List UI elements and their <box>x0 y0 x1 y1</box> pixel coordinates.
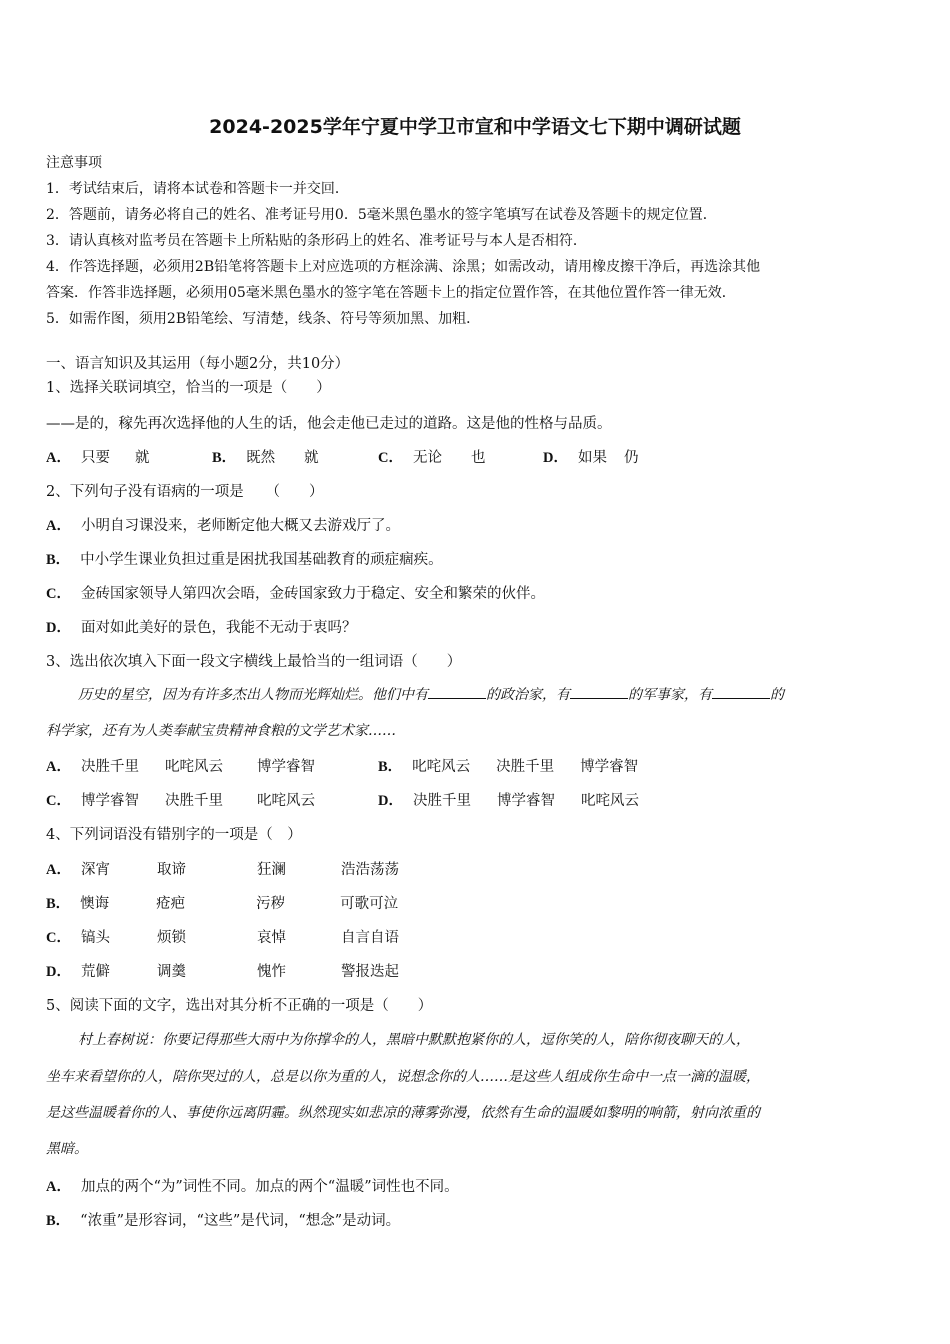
option-text: 小明自习课没来，老师断定他大概又去游戏厅了。 <box>80 518 400 534</box>
option-word: 决胜千里 <box>164 793 223 809</box>
option-word: 既然 <box>246 450 276 466</box>
option-label: A． <box>46 759 71 775</box>
notes-item: 5．如需作图，须用2B铅笔绘、写清楚，线条、符号等须加黑、加粗． <box>46 311 481 327</box>
fill-blank[interactable] <box>712 686 770 699</box>
option-word: 烦锁 <box>156 930 186 946</box>
notes-item: 答案．作答非选择题，必须用05毫米黑色墨水的签字笔在答题卡上的指定位置作答，在其他位置作答一律无效． <box>46 285 736 301</box>
fill-blank[interactable] <box>428 686 486 699</box>
question-5-passage-line: 黑暗。 <box>46 1141 88 1157</box>
notes-heading: 注意事项 <box>46 155 102 171</box>
option-word: 哀悼 <box>256 930 286 946</box>
option-label: B． <box>212 450 237 466</box>
option-word: 叱咤风云 <box>580 793 639 809</box>
option-word: 狂澜 <box>256 862 286 878</box>
option-label: A． <box>46 1179 71 1195</box>
section-heading: 一、语言知识及其运用（每小题2分，共10分） <box>46 356 350 372</box>
option-label: C． <box>46 930 71 946</box>
option-word: 疮疤 <box>156 896 186 912</box>
option-word: 决胜千里 <box>80 759 139 775</box>
option-word: 懊诲 <box>80 896 110 912</box>
q1-option-d[interactable] <box>543 446 638 467</box>
q4-option-b[interactable] <box>46 892 398 913</box>
option-word: 仍 <box>623 450 639 466</box>
question-5-passage-line: 是这些温暖着你的人、事使你远离阴霾。纵然现实如悲凉的薄雾弥漫，依然有生命的温暖如黎明的响箭，射向浓重的 <box>46 1105 760 1121</box>
question-1-sentence: ——是的，稼先再次选择他的人生的话，他会走他已走过的道路。这是他的性格与品质。 <box>46 416 612 432</box>
q4-option-c[interactable] <box>46 926 399 947</box>
option-word: 就 <box>134 450 150 466</box>
option-label: C． <box>378 450 403 466</box>
option-label: D． <box>46 620 71 636</box>
option-word: 警报迭起 <box>340 964 399 980</box>
option-text: 加点的两个“为”词性不同。加点的两个“温暖”词性也不同。 <box>80 1179 459 1195</box>
option-word: 污秽 <box>256 896 286 912</box>
option-word: 博学睿智 <box>580 759 639 775</box>
question-3-passage-line2: 科学家，还有为人类奉献宝贵精神食粮的文学艺术家…… <box>46 723 396 739</box>
passage-text: 的 <box>770 687 784 703</box>
q2-option-b[interactable] <box>46 548 443 569</box>
option-text: 金砖国家领导人第四次会晤，金砖国家致力于稳定、安全和繁荣的伙伴。 <box>80 586 545 602</box>
option-word: 可歌可泣 <box>340 896 399 912</box>
option-label: C． <box>46 586 71 602</box>
option-word: 就 <box>304 450 319 466</box>
option-word: 浩浩荡荡 <box>340 862 399 878</box>
question-3-passage <box>78 684 900 704</box>
option-label: B． <box>378 759 403 775</box>
question-5-stem: 5、阅读下面的文字，选出对其分析不正确的一项是（ ） <box>46 998 433 1014</box>
option-word: 博学睿智 <box>80 793 139 809</box>
q5-option-b[interactable] <box>46 1209 400 1230</box>
notes-item: 1．考试结束后，请将本试卷和答题卡一并交回． <box>46 181 349 197</box>
q4-option-d[interactable] <box>46 960 399 981</box>
option-word: 深宵 <box>80 862 110 878</box>
passage-text: 历史的星空，因为有许多杰出人物而光辉灿烂。他们中有 <box>78 687 428 703</box>
q1-option-a[interactable] <box>46 446 149 467</box>
passage-text: 的军事家，有 <box>628 687 712 703</box>
option-text: 面对如此美好的景色，我能不无动于衷吗？ <box>80 620 357 636</box>
option-text: 中小学生课业负担过重是困扰我国基础教育的顽症痼疾。 <box>80 552 443 568</box>
q2-option-c[interactable] <box>46 582 545 603</box>
option-label: B． <box>46 1213 71 1229</box>
notes-item: 3．请认真核对监考员在答题卡上所粘贴的条形码上的姓名、准考证号与本人是否相符． <box>46 233 587 249</box>
option-label: D． <box>46 964 71 980</box>
question-5-passage-line: 坐车来看望你的人，陪你哭过的人，总是以你为重的人，说想念你的人……是这些人组成你生命中一点一滴的温暖， <box>46 1069 760 1085</box>
option-word: 叱咤风云 <box>164 759 223 775</box>
q1-option-c[interactable] <box>378 446 485 467</box>
question-1-stem: 1、选择关联词填空，恰当的一项是（ ） <box>46 380 331 396</box>
question-5-passage-line: 村上春树说：你要记得那些大雨中为你撑伞的人，黑暗中默默抱紧你的人，逗你笑的人，陪你彻夜聊天的人， <box>78 1032 750 1048</box>
option-word: 也 <box>470 450 486 466</box>
option-word: 叱咤风云 <box>412 759 471 775</box>
option-label: D． <box>543 450 568 466</box>
option-word: 镐头 <box>80 930 110 946</box>
passage-text: 的政治家，有 <box>486 687 570 703</box>
option-label: A． <box>46 862 71 878</box>
option-label: C． <box>46 793 71 809</box>
option-word: 决胜千里 <box>496 759 555 775</box>
option-label: B． <box>46 552 71 568</box>
option-word: 取谛 <box>156 862 186 878</box>
option-word: 只要 <box>80 450 110 466</box>
q5-option-a[interactable] <box>46 1175 459 1196</box>
q4-option-a[interactable] <box>46 858 399 879</box>
option-label: A． <box>46 450 71 466</box>
option-word: 愧怍 <box>256 964 286 980</box>
option-word: 调羹 <box>156 964 186 980</box>
q1-option-b[interactable] <box>212 446 319 467</box>
q2-option-d[interactable] <box>46 616 356 637</box>
question-2-stem: 2、下列句子没有语病的一项是 （ ） <box>46 484 324 500</box>
option-word: 博学睿智 <box>256 759 315 775</box>
option-word: 无论 <box>412 450 442 466</box>
option-label: B． <box>46 896 71 912</box>
question-4-stem: 4、下列词语没有错别字的一项是（ ） <box>46 827 302 843</box>
option-word: 叱咤风云 <box>256 793 315 809</box>
q3-option-d[interactable] <box>378 789 639 810</box>
q2-option-a[interactable] <box>46 514 400 535</box>
option-text: “浓重”是形容词，“这些”是代词，“想念”是动词。 <box>80 1213 401 1229</box>
fill-blank[interactable] <box>570 686 628 699</box>
notes-item: 2．答题前，请务必将自己的姓名、准考证号用0．5毫米黑色墨水的签字笔填写在试卷及答题卡的规定位置． <box>46 207 717 223</box>
q3-option-b[interactable] <box>378 755 638 776</box>
notes-item: 4．作答选择题，必须用2B铅笔将答题卡上对应选项的方框涂满、涂黑；如需改动，请用橡皮擦干净后，再选涂其他 <box>46 259 761 275</box>
question-3-stem: 3、选出依次填入下面一段文字横线上最恰当的一组词语（ ） <box>46 654 462 670</box>
option-word: 荒僻 <box>80 964 110 980</box>
option-label: A． <box>46 518 71 534</box>
option-word: 如果 <box>577 450 607 466</box>
q3-option-c[interactable] <box>46 789 315 810</box>
option-label: D． <box>378 793 403 809</box>
page-title: 2024-2025学年宁夏中学卫市宣和中学语文七下期中调研试题 <box>209 116 741 138</box>
q3-option-a[interactable] <box>46 755 315 776</box>
option-word: 决胜千里 <box>412 793 471 809</box>
option-word: 博学睿智 <box>496 793 555 809</box>
option-word: 自言自语 <box>340 930 399 946</box>
